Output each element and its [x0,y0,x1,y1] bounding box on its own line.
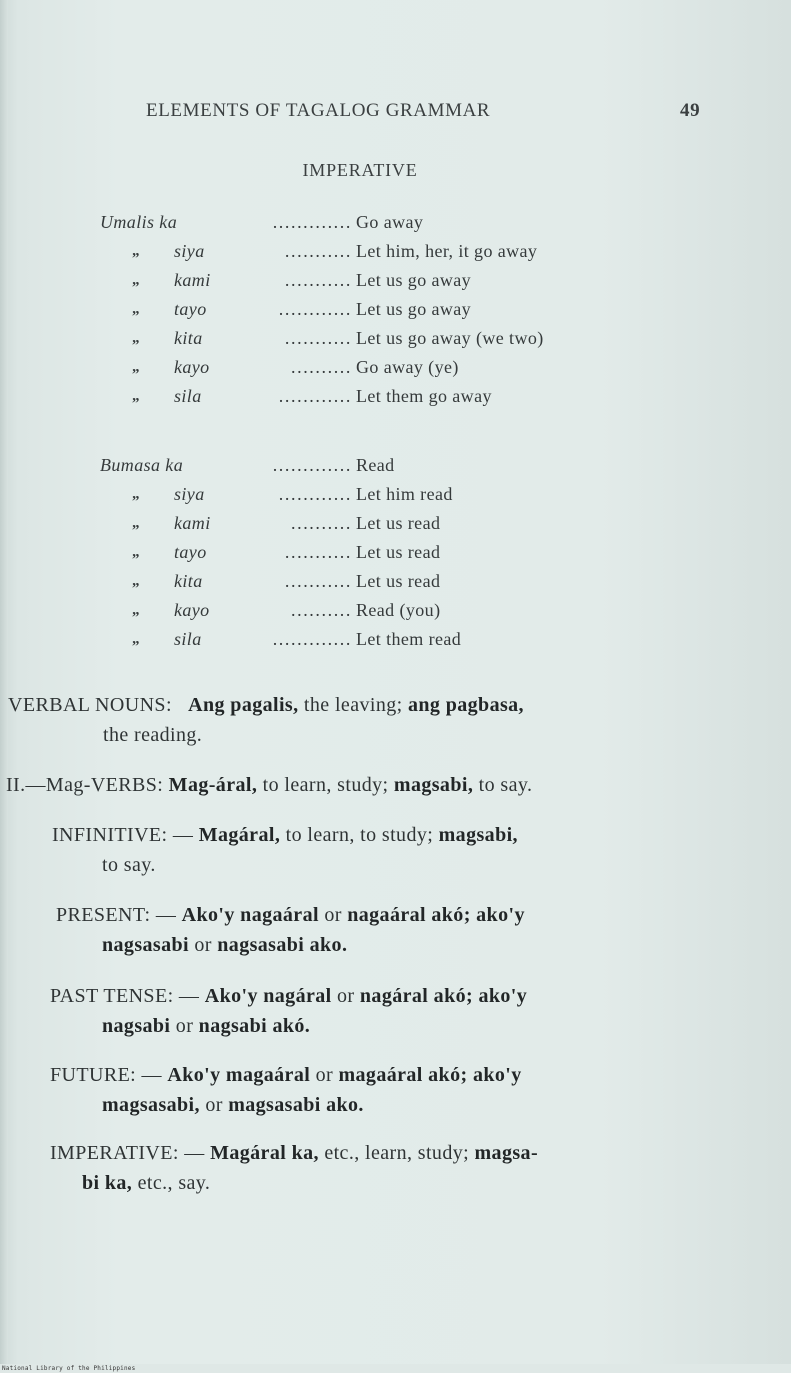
english-gloss: Let us go away [356,270,472,290]
ditto-mark: „ [132,631,140,647]
present-paragraph [56,900,702,960]
english-gloss: Let us read [356,513,441,533]
english-gloss: Let him read [356,484,453,504]
future-or-1: or [315,1064,334,1086]
present-or-1: or [324,904,342,926]
english-gloss: Let them read [356,629,462,649]
leader-dots: ............. [272,455,352,475]
future-form-3: magsasabi, [102,1094,200,1116]
past-or-1: or [337,985,355,1007]
leader-dots: ........... [284,571,352,591]
past-form-1: Ako'y nagáral [204,985,332,1007]
ditto-mark: „ [132,330,140,346]
imperative-gloss-1: etc., learn, study; [324,1142,470,1164]
infinitive-gloss-learn: to learn, to study; [285,824,434,846]
present-form-4: nagsasabi ako. [217,934,348,956]
imperative-heading: IMPERATIVE [302,160,418,180]
ditto-mark: „ [132,486,140,502]
pronoun-form: kami [174,513,211,533]
mag-verbs-label: II.—Mag-VERBS: [6,774,164,796]
english-gloss: Go away (ye) [356,357,459,377]
leader-dots: ........... [284,270,352,290]
pronoun-form: sila [174,629,202,649]
imperative-form-2: magsa- [474,1142,539,1164]
verbal-noun-pagbasa: ang pagbasa, [408,694,524,716]
leader-dots: ........... [284,241,352,261]
leader-dots: ............. [272,212,352,232]
leader-dots: .......... [291,600,352,620]
imperative-paragraph [50,1138,702,1198]
page-number: 49 [680,100,701,121]
future-label: FUTURE: — [50,1064,162,1086]
conjugation-row [0,212,791,240]
future-form-4: magsasabi ako. [228,1094,364,1116]
present-form-2: nagaáral akó; ako'y [347,904,525,926]
future-or-2: or [205,1094,223,1116]
english-gloss: Let us read [356,542,441,562]
english-gloss: Let him, her, it go away [356,241,538,261]
future-form-2: magaáral akó; ako'y [338,1064,522,1086]
verbal-noun-gloss-reading: the reading. [103,724,203,746]
conjugation-row [0,571,791,599]
mag-verbs-paragraph [6,770,706,800]
conjugation-row [0,241,791,269]
verbal-nouns-paragraph [8,690,698,750]
ditto-mark: „ [132,515,140,531]
english-gloss: Let them go away [356,386,492,406]
imperative-label: IMPERATIVE: — [50,1142,205,1164]
ditto-mark: „ [132,573,140,589]
pronoun-form: siya [174,241,205,261]
pronoun-form: Bumasa ka [100,455,184,475]
ditto-mark: „ [132,301,140,317]
conjugation-row [0,600,791,628]
past-or-2: or [175,1015,194,1037]
pronoun-form: sila [174,386,202,406]
english-gloss: Let us go away [356,299,472,319]
present-form-3: nagsasabi [102,934,189,956]
leader-dots: ............ [278,386,352,406]
pronoun-form: kita [174,328,203,348]
verbal-noun-gloss-leaving: the leaving; [303,694,403,716]
conjugation-row [0,455,791,483]
header-title: ELEMENTS OF TAGALOG GRAMMAR [146,100,491,121]
conjugation-row [0,542,791,570]
mag-aral-gloss: to learn, study; [262,774,389,796]
magsabi-term: magsabi, [393,774,474,796]
conjugation-row [0,386,791,414]
leader-dots: ............ [278,484,352,504]
past-tense-paragraph [50,981,702,1041]
past-form-2: nagáral akó; ako'y [359,985,528,1007]
english-gloss: Go away [356,212,424,232]
imperative-form-3: bi ka, [82,1172,133,1194]
leader-dots: ........... [284,542,352,562]
pronoun-form: Umalis ka [100,212,178,232]
imperative-form-1: Magáral ka, [210,1142,319,1164]
conjugation-row [0,513,791,541]
ditto-mark: „ [132,272,140,288]
conjugation-row [0,270,791,298]
infinitive-paragraph [52,820,702,880]
ditto-mark: „ [132,388,140,404]
pronoun-form: siya [174,484,205,504]
footer-credit: National Library of the Philippines [2,1365,136,1372]
infinitive-gloss-say: to say. [102,854,156,876]
infinitive-magaral: Magáral, [198,824,281,846]
imperative-gloss-2: etc., say. [137,1172,211,1194]
ditto-mark: „ [132,544,140,560]
conjugation-row [0,629,791,657]
ditto-mark: „ [132,602,140,618]
ditto-mark: „ [132,359,140,375]
conjugation-row [0,299,791,327]
present-label: PRESENT: — [56,904,177,926]
past-form-3: nagsabi [102,1015,171,1037]
past-form-4: nagsabi akó. [198,1015,311,1037]
english-gloss: Read [356,455,395,475]
conjugation-row [0,484,791,512]
verbal-noun-pagalis: Ang pagalis, [188,694,299,716]
ditto-mark: „ [132,243,140,259]
leader-dots: ........... [284,328,352,348]
pronoun-form: kayo [174,600,210,620]
magsabi-gloss: to say. [478,774,533,796]
conjugation-row [0,357,791,385]
mag-aral-term: Mag-áral, [168,774,258,796]
pronoun-form: tayo [174,542,207,562]
english-gloss: Read (you) [356,600,441,620]
page-gutter [0,0,8,1364]
verbal-nouns-label: VERBAL NOUNS: [8,694,172,716]
infinitive-magsabi: magsabi, [438,824,518,846]
future-form-1: Ako'y magaáral [167,1064,311,1086]
leader-dots: ............ [278,299,352,319]
leader-dots: .......... [291,357,352,377]
leader-dots: .......... [291,513,352,533]
leader-dots: ............. [272,629,352,649]
present-form-1: Ako'y nagaáral [181,904,319,926]
pronoun-form: kayo [174,357,210,377]
pronoun-form: tayo [174,299,207,319]
past-label: PAST TENSE: — [50,985,200,1007]
english-gloss: Let us go away (we two) [356,328,544,348]
conjugation-row [0,328,791,356]
english-gloss: Let us read [356,571,441,591]
infinitive-label: INFINITIVE: — [52,824,194,846]
pronoun-form: kami [174,270,211,290]
future-paragraph [50,1060,702,1120]
pronoun-form: kita [174,571,203,591]
present-or-2: or [194,934,212,956]
